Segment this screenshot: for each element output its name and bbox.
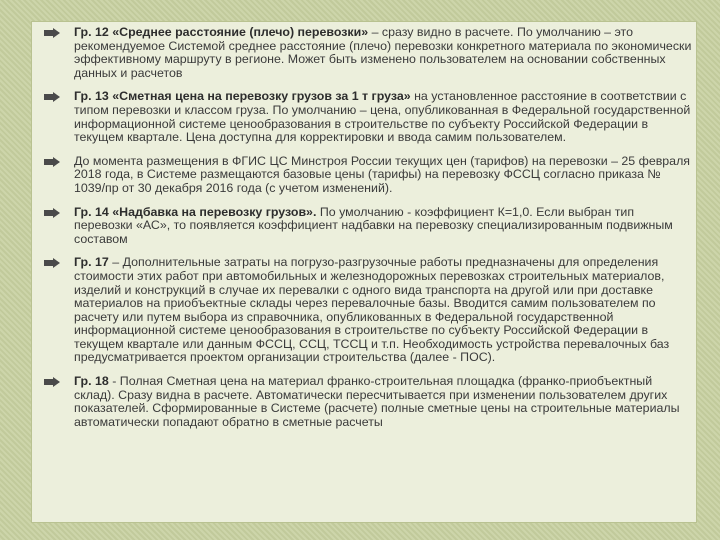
item-lead-text: Гр. 14 «Надбавка на перевозку грузов». — [74, 204, 317, 219]
item-body-text: До момента размещения в ФГИС ЦС Минстроя России текущих цен (тарифов) на перевозки – 25 февраля 2018 года, в Системе размещаются базовые цены (тарифы) на перевозку ФССЦ согласно приказа № 1039/пр от 30 декабря 2016 года (с учетом изменений). — [74, 153, 691, 195]
arrow-bullet-icon — [44, 92, 60, 102]
item-lead-text: Гр. 18 — [74, 374, 109, 389]
arrow-bullet-icon — [44, 157, 60, 167]
list-item — [44, 375, 692, 429]
list-item — [44, 206, 692, 247]
arrow-bullet-icon — [44, 28, 60, 38]
list-item — [44, 26, 692, 80]
arrow-bullet-icon — [44, 208, 60, 218]
bullet-list — [44, 26, 692, 439]
item-body-text: – сразу видно в расчете. По умолчанию – это рекомендуемое Системой среднее расстояние (плечо) перевозки конкретного материала по экономически эффективному маршруту в регионе. Может быть изменено пользователем на основании собственных данных и расчетов — [74, 25, 692, 80]
item-body-text: По умолчанию - коэффициент К=1,0. Если выбран тип перевозки «АС», то появляется коэффициент надбавки на перевозку специализированным подвижным составом — [74, 204, 673, 246]
item-lead-text: Гр. 17 — [74, 255, 109, 270]
list-item — [44, 155, 692, 196]
item-body-text: - Полная Сметная цена на материал франко-строительная площадка (франко-приобъектный склад). Сразу видна в расчете. Автоматически пересчитывается при изменении пользователем других показателей. Сформированные в Системе (расчете) полные сметные цены на строительные материалы автоматически попадают обратно в сметные расчеты — [74, 374, 680, 429]
item-lead-text: Гр. 12 «Среднее расстояние (плечо) перевозки» — [74, 25, 369, 39]
slide-content-area — [32, 22, 696, 522]
arrow-bullet-icon — [44, 377, 60, 387]
arrow-bullet-icon — [44, 258, 60, 268]
list-item — [44, 90, 692, 144]
item-body-text: на установленное расстояние в соответствии с типом перевозки и классом груза. По умолчанию – цена, опубликованная в Федеральной государственной информационной системе ценообразования в строительстве по субъекту Российской Федерации в текущем квартале. Цена доступна для корректировки и ввода самим пользователем. — [74, 89, 691, 145]
list-item — [44, 256, 692, 365]
item-lead-text: Гр. 13 «Сметная цена на перевозку грузов за 1 т груза» — [74, 89, 411, 104]
item-body-text: – Дополнительные затраты на погрузо-разгрузочные работы предназначены для определения стоимости этих работ при автомобильных и железнодорожных перевозках строительных материалов, изделий и конструкций в случае их перевалки с одного вида транспорта на другой или при доставке материалов на приобъектные склады через перевалочные базы. Вводится самим пользователем по расчету или путем выбора из справочника, опубликованных в Федеральной государственной информационной системе ценообразования в строительстве по субъекту Российской Федерации в текущем квартале или данным ФССЦ, ССЦ, ТССЦ и т.п. Необходимость устройства перевалочных баз предусматривается проектом организации строительства (далее - ПОС). — [74, 255, 670, 365]
